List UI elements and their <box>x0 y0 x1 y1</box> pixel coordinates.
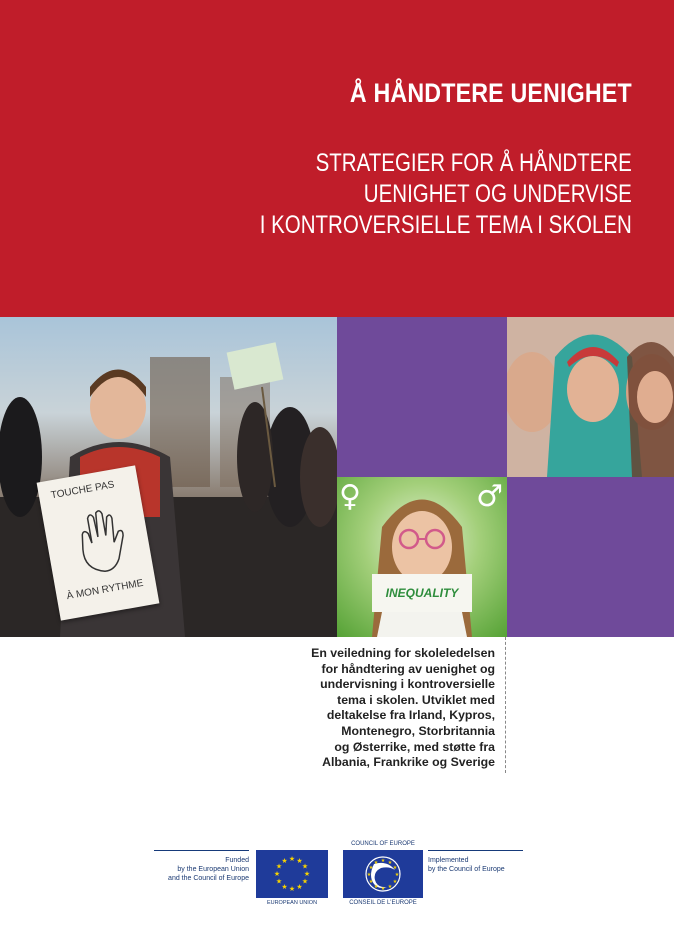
girl-inequality-photo <box>337 477 507 637</box>
female-symbol-icon: ♀ <box>339 479 361 514</box>
implemented-line: by the Council of Europe <box>428 866 505 873</box>
council-of-europe-logo <box>343 850 423 898</box>
funded-by-text <box>154 856 249 883</box>
dashed-divider <box>505 637 506 773</box>
svg-text:★: ★ <box>368 865 374 871</box>
svg-text:★: ★ <box>366 872 372 878</box>
hand-icon <box>64 502 135 581</box>
eu-caption: EUROPEAN UNION <box>266 900 318 906</box>
sign-text: À MON RYTHME <box>65 577 145 603</box>
inequality-sign <box>372 574 472 612</box>
subtitle-line: I KONTROVERSIELLE TEMA I SKOLEN <box>259 211 632 239</box>
inequality-sign-text: INEQUALITY <box>385 586 459 600</box>
divider <box>428 850 523 851</box>
implemented-by-text <box>428 856 523 874</box>
divider <box>154 850 249 851</box>
svg-text:★: ★ <box>273 870 281 878</box>
subtitle-line: UENIGHET OG UNDERVISE <box>363 180 632 208</box>
cover-subtitle <box>260 148 632 241</box>
svg-text:★: ★ <box>368 879 374 885</box>
sign-text: TOUCHE PAS <box>50 479 116 502</box>
cover-title: Å HÅNDTERE UENIGHET <box>350 78 632 108</box>
male-symbol-icon: ♂ <box>476 479 503 514</box>
purple-tile <box>507 477 674 637</box>
purple-tile <box>337 317 507 477</box>
implemented-line: Implemented <box>428 857 469 864</box>
street-protest-photo <box>0 317 337 637</box>
svg-text:★: ★ <box>394 872 400 878</box>
svg-text:★: ★ <box>301 862 309 871</box>
description-line: Montenegro, Storbritannia <box>341 723 495 738</box>
funded-line: by the European Union <box>177 866 249 873</box>
coe-name-fr: CONSEIL DE L'EUROPE <box>349 900 417 906</box>
svg-text:★: ★ <box>296 857 303 865</box>
svg-text:★: ★ <box>387 860 393 866</box>
description-line: og Østerrike, med støtte fra <box>334 739 495 754</box>
women-illustration <box>507 317 674 477</box>
description-line: En veiledning for skoleledelsen <box>311 646 495 660</box>
photo-collage <box>0 317 674 637</box>
funded-line: and the Council of Europe <box>168 875 249 882</box>
description-line: Albania, Frankrike og Sverige <box>322 755 495 770</box>
svg-text:★: ★ <box>281 883 288 891</box>
description-line: tema i skolen. Utviklet med <box>337 692 495 707</box>
svg-text:★: ★ <box>373 884 379 890</box>
description-text <box>300 646 495 771</box>
svg-text:★: ★ <box>288 855 296 863</box>
funding-logos <box>0 838 674 918</box>
description-line: for håndtering av uenighet og <box>321 661 495 676</box>
coe-name-en: COUNCIL OF EUROPE <box>351 841 415 847</box>
svg-text:★: ★ <box>303 870 311 878</box>
svg-text:★: ★ <box>281 857 288 865</box>
description-line: deltakelse fra Irland, Kypros, <box>326 708 495 723</box>
eu-stars-icon <box>256 850 328 898</box>
funded-line: Funded <box>225 857 249 864</box>
svg-text:★: ★ <box>392 879 398 885</box>
description-line: undervisning i kontroversielle <box>320 677 495 692</box>
cover-header <box>0 0 674 317</box>
coe-emblem-icon <box>343 850 423 898</box>
svg-text:★: ★ <box>380 858 386 864</box>
svg-text:★: ★ <box>288 885 296 893</box>
svg-text:★: ★ <box>380 886 386 892</box>
svg-text:★: ★ <box>275 877 283 886</box>
svg-text:★: ★ <box>373 860 379 866</box>
eu-flag-logo <box>256 850 328 898</box>
svg-text:★: ★ <box>387 884 393 890</box>
subtitle-line: STRATEGIER FOR Å HÅNDTERE <box>315 149 632 177</box>
svg-text:★: ★ <box>275 862 283 871</box>
women-smiling-photo <box>507 317 674 477</box>
street-scene-illustration <box>0 317 337 637</box>
svg-text:★: ★ <box>296 883 303 891</box>
svg-text:★: ★ <box>392 865 398 871</box>
svg-text:★: ★ <box>301 877 309 886</box>
